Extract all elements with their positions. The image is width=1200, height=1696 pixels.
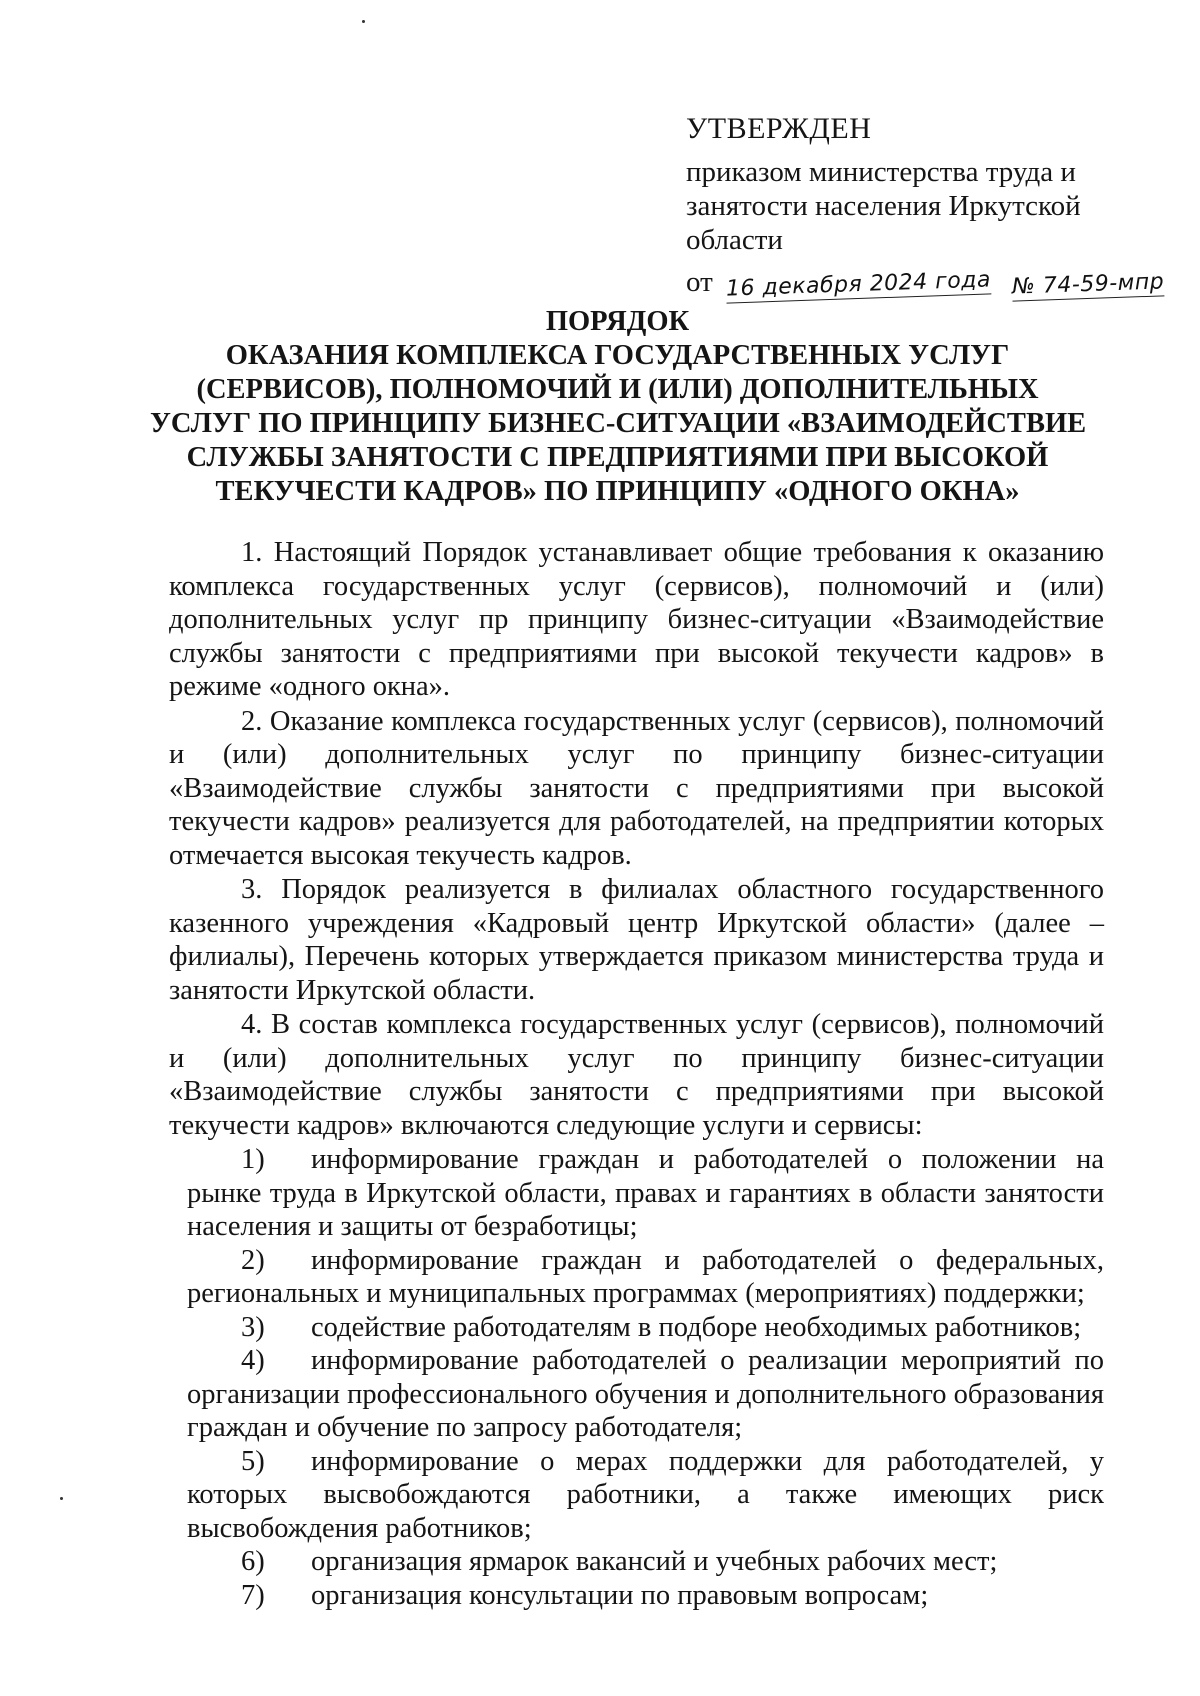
handwritten-date: 16 декабря 2024 года [725,267,992,302]
title-line: УСЛУГ ПО ПРИНЦИПУ БИЗНЕС-СИТУАЦИИ «ВЗАИМОДЕЙСТВИЕ [150,408,1087,439]
list-item-number: 7) [241,1579,265,1611]
scan-speck [362,20,365,23]
document-body [169,536,1104,1612]
list-item-number: 1) [241,1144,265,1175]
approval-line: области [686,224,783,256]
list-item [187,1344,1104,1445]
list-item-number: 6) [241,1546,265,1577]
paragraph-2: 2. Оказание комплекса государственных услуг (сервисов), полномочий и (или) дополнительных услуг по принципу бизнес-ситуации «Взаимодействие службы занятости с предприятиями при высокой текучести кадров» реализуется для работодателей, на предприятии которых отмечается высокая текучесть кадров. [169,705,1104,871]
approval-date-line [686,265,1165,302]
services-list [169,1143,1104,1612]
list-item-text: информирование граждан и работодателей о положении на рынке труда в Иркутской области, правах и гарантиях в области занятости населения и защиты от безработицы; [187,1144,1104,1242]
list-item [187,1244,1104,1311]
handwritten-number: № 74-59-мпр [1011,269,1165,300]
scan-speck [60,1497,63,1500]
list-item [187,1579,1104,1613]
list-item-number: 4) [241,1345,265,1376]
list-item-text: информирование о мерах поддержки для работодателей, у которых высвобождаются работники, а также имеющих риск высвобождения работников; [187,1445,1104,1544]
title-line: СЛУЖБЫ ЗАНЯТОСТИ С ПРЕДПРИЯТИЯМИ ПРИ ВЫСОКОЙ [186,442,1049,473]
list-item-number: 5) [241,1445,265,1477]
list-item-text: организация ярмарок вакансий и учебных рабочих мест; [311,1546,998,1577]
list-item [187,1311,1104,1345]
approval-line: занятости населения Иркутской [686,190,1081,222]
list-item-text: информирование граждан и работодателей о федеральных, региональных и муниципальных программах (мероприятиях) поддержки; [187,1244,1104,1309]
list-item-text: организация консультации по правовым вопросам; [311,1579,929,1611]
title-line: (СЕРВИСОВ), ПОЛНОМОЧИЙ И (ИЛИ) ДОПОЛНИТЕЛЬНЫХ [196,374,1039,405]
approval-heading: УТВЕРЖДЕН [686,112,872,145]
title-line: ОКАЗАНИЯ КОМПЛЕКСА ГОСУДАРСТВЕННЫХ УСЛУГ [225,340,1010,371]
paragraph-1: 1. Настоящий Порядок устанавливает общие требования к оказанию комплекса государственных услуг (сервисов), полномочий и (или) дополнительных услуг пр принципу бизнес-ситуации «Взаимодействие службы занятости с предприятиями при высокой текучести кадров» в режиме «одного окна». [169,537,1104,702]
title-line: ПОРЯДОК [545,306,690,337]
list-item [187,1445,1104,1546]
title-line: ТЕКУЧЕСТИ КАДРОВ» ПО ПРИНЦИПУ «ОДНОГО ОКНА» [215,476,1020,507]
list-item [187,1143,1104,1244]
document-title [150,305,1085,509]
approval-line: приказом министерства труда и [686,156,1076,188]
approval-block [686,112,1165,302]
paragraph-3: 3. Порядок реализуется в филиалах областного государственного казенного учреждения «Кадровый центр Иркутской области» (далее – филиалы), Перечень которых утверждается приказом министерства труда и занятости Иркутской области. [169,874,1104,1006]
approval-from-label: от [686,266,713,298]
list-item-number: 2) [241,1244,265,1276]
list-item-number: 3) [241,1311,265,1343]
list-item-text: содействие работодателям в подборе необходимых работников; [311,1311,1082,1343]
list-item-text: информирование работодателей о реализации мероприятий по организации профессионального обучения и дополнительного образования граждан и обучение по запросу работодателя; [187,1345,1104,1443]
list-item [187,1545,1104,1579]
paragraph-4: 4. В состав комплекса государственных услуг (сервисов), полномочий и (или) дополнительных услуг по принципу бизнес-ситуации «Взаимодействие службы занятости с предприятиями при высокой текучести кадров» включаются следующие услуги и сервисы: [169,1009,1104,1141]
